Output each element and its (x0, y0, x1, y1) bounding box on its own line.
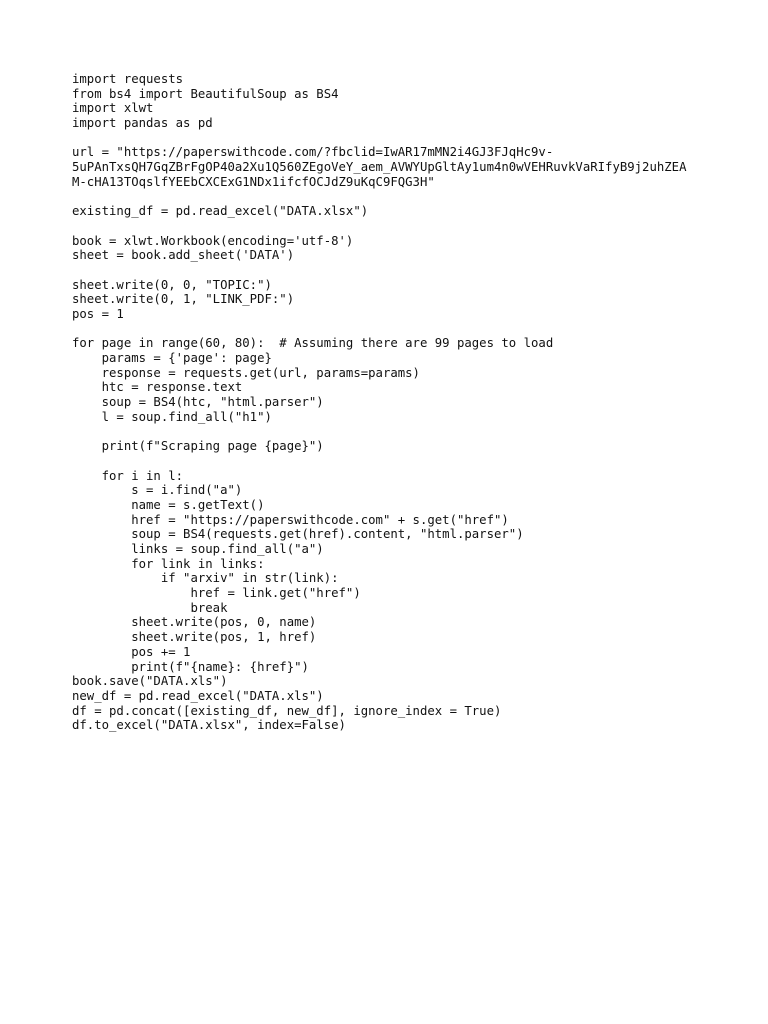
code-line: M-cHA13TOqslfYEEbCXCExG1NDx1ifcfOCJdZ9uKqC9FQG3H" (72, 174, 435, 189)
code-line: sheet.write(pos, 0, name) (72, 615, 317, 630)
code-line: soup = BS4(htc, "html.parser") (72, 395, 324, 410)
code-line: sheet.write(0, 0, "TOPIC:") (72, 277, 272, 292)
code-listing (72, 72, 752, 733)
code-line (72, 425, 752, 440)
code-line: break (72, 600, 228, 615)
code-line: import xlwt (72, 101, 154, 116)
code-line: params = {'page': page} (72, 351, 272, 366)
code-line: if "arxiv" in str(link): (72, 571, 339, 586)
code-line: 5uPAnTxsQH7GqZBrFgOP40a2Xu1Q560ZEgoVeY_aem_AVWYUpGltAy1um4n0wVEHRuvkVaRIfyB9j2uhZEA (72, 160, 687, 175)
code-line (72, 219, 752, 234)
code-line: url = "https://paperswithcode.com/?fbclid=IwAR17mMN2i4GJ3FJqHc9v- (72, 145, 554, 160)
code-line (72, 190, 752, 205)
code-line: links = soup.find_all("a") (72, 542, 324, 556)
code-line: print(f"Scraping page {page}") (72, 439, 324, 454)
code-line: pos += 1 (72, 644, 191, 659)
code-line (72, 131, 752, 146)
code-line: sheet.write(0, 1, "LINK_PDF:") (72, 292, 295, 307)
code-line: name = s.getText() (72, 497, 265, 512)
code-line: df.to_excel("DATA.xlsx", index=False) (72, 718, 346, 733)
code-line: s = i.find("a") (72, 483, 243, 498)
code-line: l = soup.find_all("h1") (72, 409, 272, 424)
code-line: new_df = pd.read_excel("DATA.xls") (72, 688, 324, 703)
code-line: sheet.write(pos, 1, href) (72, 630, 317, 645)
code-line: existing_df = pd.read_excel("DATA.xlsx") (72, 204, 369, 219)
code-line: df = pd.concat([existing_df, new_df], ignore_index = True) (72, 703, 502, 718)
code-line: for link in links: (72, 556, 265, 571)
code-line: pos = 1 (72, 307, 124, 321)
code-line: book.save("DATA.xls") (72, 674, 228, 689)
code-line (72, 454, 752, 469)
code-line (72, 263, 752, 278)
code-line: from bs4 import BeautifulSoup as BS4 (72, 86, 339, 101)
code-line: print(f"{name}: {href}") (72, 659, 309, 674)
code-line: href = "https://paperswithcode.com" + s.get("href") (72, 512, 509, 527)
code-line: import requests (72, 72, 184, 86)
code-line: for i in l: (72, 468, 184, 483)
code-line (72, 322, 752, 337)
code-line: sheet = book.add_sheet('DATA') (72, 248, 295, 263)
code-line: href = link.get("href") (72, 586, 361, 601)
code-line: for page in range(60, 80): # Assuming there are 99 pages to load (72, 336, 554, 351)
code-line: soup = BS4(requests.get(href).content, "html.parser") (72, 527, 524, 542)
code-line: import pandas as pd (72, 116, 213, 131)
code-line: response = requests.get(url, params=params) (72, 365, 420, 380)
code-line: book = xlwt.Workbook(encoding='utf-8') (72, 233, 354, 248)
code-line: htc = response.text (72, 380, 243, 395)
